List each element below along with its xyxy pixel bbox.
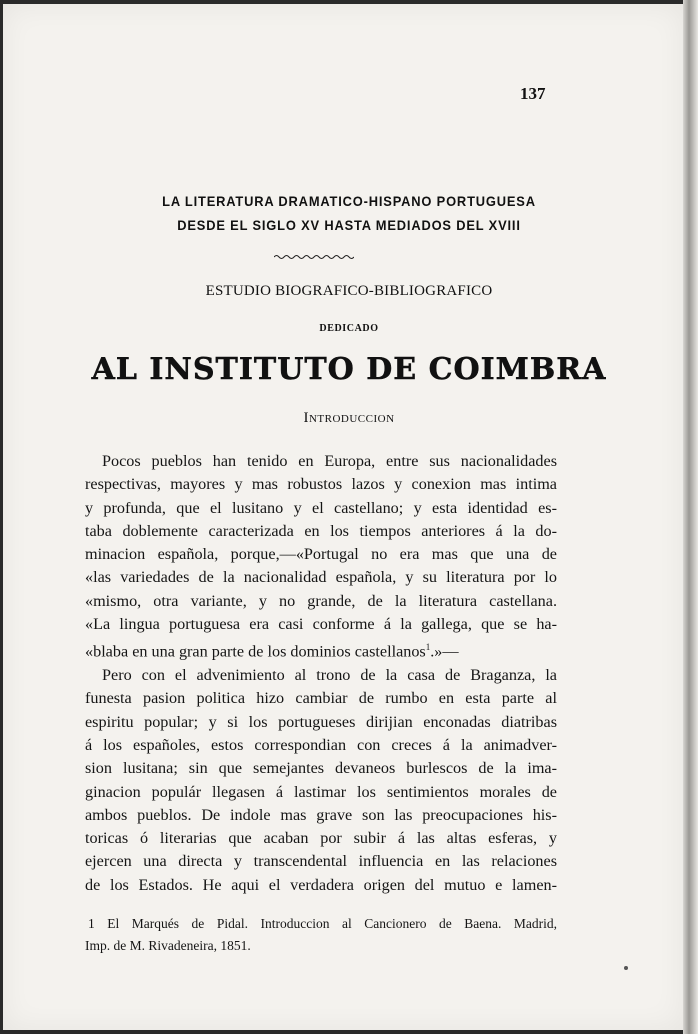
- body-line: «las variedades de la nacionalidad española, y su literatura por lo: [85, 568, 557, 587]
- title-line-2: DESDE EL SIGLO XV HASTA MEDIADOS DEL XVIII: [177, 217, 521, 233]
- ink-speck: [624, 966, 628, 970]
- body-line-text: «blaba en una gran parte de los dominios castellanos: [85, 642, 426, 661]
- dedication-title: AL INSTITUTO DE COIMBRA: [91, 352, 607, 387]
- body-line: «La lingua portuguesa era casi conforme á la gallega, que se ha-: [85, 615, 557, 634]
- body-line: respectivas, mayores y mas robustos lazos y conexion mas intima: [85, 475, 557, 494]
- body-line: [85, 636, 557, 664]
- page-number: 137: [520, 84, 546, 103]
- ornament-divider: [274, 253, 354, 261]
- body-line: «mismo, otra variante, y no grande, de la literatura castellana.: [85, 591, 557, 610]
- section-heading: Introduccion: [303, 410, 395, 426]
- footnote: [85, 913, 557, 957]
- body-line: taba doblemente caracterizada en los tiempos anteriores á la do-: [85, 521, 557, 540]
- body-line: de los Estados. He aqui el verdadera origen del mutuo e lamen-: [85, 875, 557, 894]
- footnote-line: [85, 913, 557, 935]
- body-line: ginacion populár llegasen á lastimar los sentimientos morales de: [85, 782, 557, 801]
- page-edge: [683, 0, 698, 1034]
- footnote-ref: 1: [425, 642, 431, 653]
- subtitle: ESTUDIO BIOGRAFICO-BIBLIOGRAFICO: [205, 283, 493, 299]
- body-line: Pero con el advenimiento al trono de la casa de Braganza, la: [102, 666, 557, 685]
- quote-close: .»—: [430, 642, 459, 661]
- body-line: espiritu popular; y si los portugueses dirijian enconadas diatribas: [85, 712, 557, 731]
- footnote-text: El Marqués de Pidal. Introduccion al Cancionero de Baena. Madrid,: [107, 916, 558, 931]
- body-line: Pocos pueblos han tenido en Europa, entre sus nacionalidades: [102, 452, 557, 470]
- body-line: y profunda, que el lusitano y el castellano; y esta identidad es-: [85, 498, 557, 517]
- footnote-number: 1: [88, 916, 95, 931]
- body-line: á los españoles, estos correspondian con creces á la animadver-: [85, 735, 557, 754]
- dedication-label: DEDICADO: [319, 323, 379, 334]
- footnote-line: Imp. de M. Rivadeneira, 1851.: [85, 938, 251, 953]
- title-line-1: LA LITERATURA DRAMATICO-HISPANO PORTUGUESA: [162, 193, 536, 209]
- body-line: funesta pasion politica hizo cambiar de rumbo en esta parte al: [85, 689, 557, 708]
- body-text: [85, 450, 557, 897]
- body-line: ambos pueblos. De indole mas grave son las preocupaciones his-: [85, 805, 557, 824]
- body-line: toricas ó literarias que acaban por subir á las altas esferas, y: [85, 829, 557, 848]
- body-line: sion lusitana; sin que semejantes devaneos burlescos de la ima-: [85, 759, 557, 778]
- body-line: minacion española, porque,—«Portugal no era mas que una de: [85, 545, 557, 564]
- body-line: ejercen una directa y transcendental influencia en las relaciones: [85, 852, 557, 871]
